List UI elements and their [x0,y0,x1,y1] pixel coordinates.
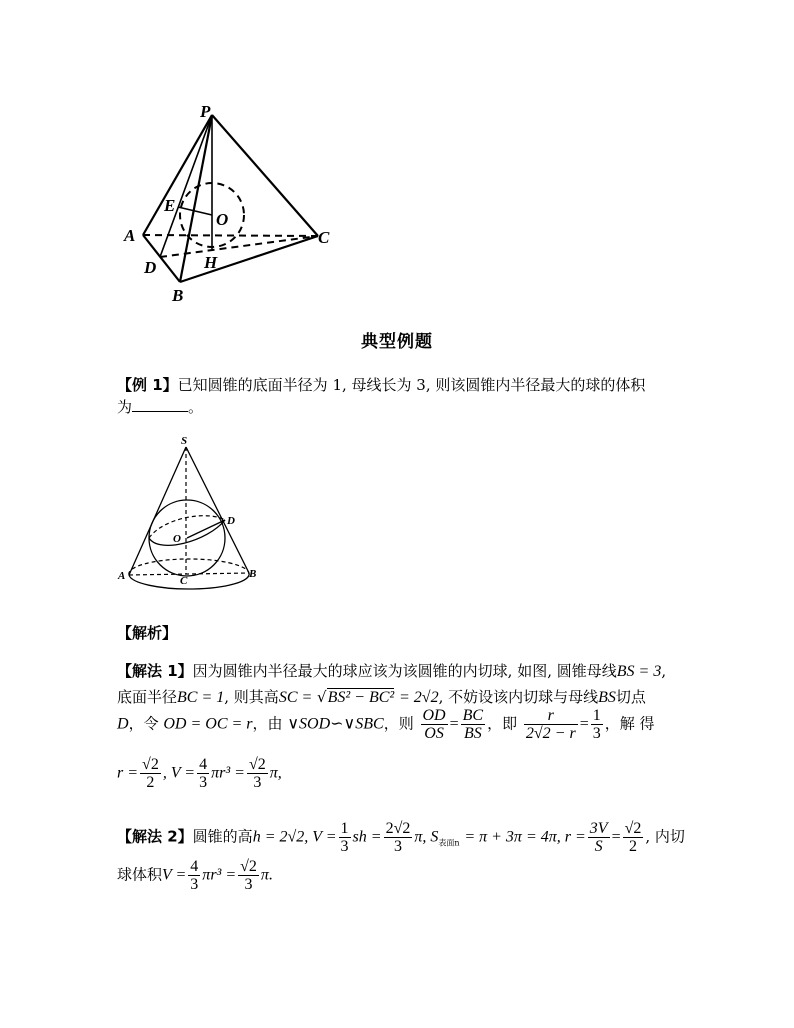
method1-line3: D，令 OD = OC = r，由 ∨SOD∽∨SBC，则 $\frac{OD}{OS}$ = $\frac{BC}{BS}$ ，即 $\frac{r}{2√2 - r}$ = $\frac{1}{3}$ ，解 得 [117,707,655,742]
method1-text1: 因为圆锥内半径最大的球应该为该圆锥的内切球, 如图, 圆锥母线 [192,662,617,680]
edge-ac [143,235,318,236]
cone-base-back [129,559,249,575]
label-d2: D [227,515,235,527]
label-b2: B [249,568,257,580]
answer-blank[interactable] [132,397,188,412]
m2-pir3: πr³ = [202,866,237,884]
method2-tag: 【解法 2】 [117,827,193,846]
m1-similar: ∨SOD∽∨SBC [287,715,384,733]
m1-l2b: , 则其高 [224,688,279,706]
m1-d: D [117,715,129,733]
m2-s-sub: 表面n [438,838,460,848]
label-s: S [181,435,188,447]
m2-l1a: 圆锥的高 [192,827,253,846]
m2-s: π, S [414,828,439,846]
m1-bs: BS [598,689,616,706]
m2-frac-3v-s: $\frac{3V}{S}$ [589,820,608,855]
m1-od: OD = OC = r [163,715,253,733]
m2-frac-v: $\frac{2√2}{3}$ [385,820,411,855]
method1-tag: 【解法 1】 [117,662,193,680]
label-p: P [200,102,211,121]
label-a2: A [118,570,126,582]
label-b: B [172,286,184,305]
m1-radicand: BS² − BC² [327,689,395,706]
segment-ab [129,573,249,575]
m2-s-val: = π + 3π = 4π, r = [464,828,586,846]
m2-v: V = [162,866,187,884]
m1-frac-r: $\frac{r}{2√2 - r}$ [525,707,576,742]
m2-frac-r-val: $\frac{√2}{2}$ [624,820,642,855]
method1-line4 [117,756,282,791]
m1-sc-val: = 2√2 [399,689,439,706]
label-h: H [204,253,218,272]
analysis-tag: 【解析】 [117,624,178,642]
m2-h: h = 2√2, V = [252,828,337,846]
example1-tag: 【例 1】 [117,376,178,394]
m1-frac-r-val: $\frac{√2}{2}$ [142,756,159,791]
sphere-equator-back [149,516,225,538]
label-o: O [216,210,229,229]
example1-period: 。 [188,398,204,416]
segment-dc [160,236,318,257]
method2-line2 [117,858,273,893]
m2-frac-1-3: $\frac{1}{3}$ [340,820,349,855]
example1-text2: 为 [117,398,133,416]
label-c2: C [180,575,188,587]
example1-text: 已知圆锥的底面半径为 1, 母线长为 3, 则该圆锥内半径最大的球的体积 [177,376,646,394]
label-e: E [164,196,176,215]
method2-line1: 【解法 2】圆锥的高h = 2√2, V = $\frac{1}{3}$ sh = $\frac{2√2}{3}$ π, $S_{表面n} = \pi + 3\pi = 4\pi$, r = $\frac{3V}{S}$ = $\frac{√2}{2}$ , 内切 [117,820,685,855]
m2-frac-v-val: $\frac{√2}{3}$ [240,858,257,893]
m1-frac-4-3: $\frac{4}{3}$ [199,756,208,791]
method1-bs-eq: BS = 3 [616,663,662,680]
m1-l2d: 切点 [615,688,646,706]
m1-r: r = [117,764,139,782]
section-title: 典型例题 [361,332,433,352]
m1-l3c: ，则 [383,714,414,733]
m1-frac-bc-bs: $\frac{BC}{BS}$ [462,707,484,742]
m1-l3e: ，解 得 [604,714,655,733]
label-a: A [124,226,136,245]
m1-pi-end: π, [269,764,282,782]
edge-pa [143,115,212,235]
pyramid-figure [120,95,350,310]
sphere-equator-front [149,520,225,545]
m1-frac-v-val: $\frac{√2}{3}$ [248,756,266,791]
m1-sc: SC = [278,689,313,706]
cone-side-sa [129,447,186,575]
m2-l1-end: , 内切 [645,827,685,846]
m1-pir3: πr³ = [211,764,245,782]
m1-l3d: ，即 [487,714,518,733]
method1-line1: 【解法 1】因为圆锥内半径最大的球应该为该圆锥的内切球, 如图, 圆锥母线BS = 3, [117,662,667,680]
label-d: D [144,258,157,277]
m1-frac-third: $\frac{1}{3}$ [592,707,601,742]
label-o2: O [173,533,181,545]
cone-side-sb [186,447,249,573]
m1-v: , V = [162,764,196,782]
method1-line2: 底面半径BC = 1, 则其高SC = √BS² − BC² = 2√2, 不妨设该内切球与母线BS切点 [117,688,646,706]
label-c: C [318,228,330,247]
m1-l2c: , 不妨设该内切球与母线 [438,688,599,706]
m2-l2a: 球体积 [117,865,163,884]
m1-l3a: ，令 [128,714,159,733]
m1-frac-od-os: $\frac{OD}{OS}$ [422,707,446,742]
example1-line2 [117,396,203,418]
m1-l3b: ，由 [252,714,283,733]
m1-l2a: 底面半径 [117,688,178,706]
example1-line1 [117,374,645,396]
m2-pi-end: π. [260,866,273,884]
m1-bc: BC = 1 [177,689,225,706]
edge-bc [180,236,318,282]
m2-sh: sh = [352,828,382,846]
m2-frac-4-3: $\frac{4}{3}$ [190,858,199,893]
cone-figure [115,430,275,600]
